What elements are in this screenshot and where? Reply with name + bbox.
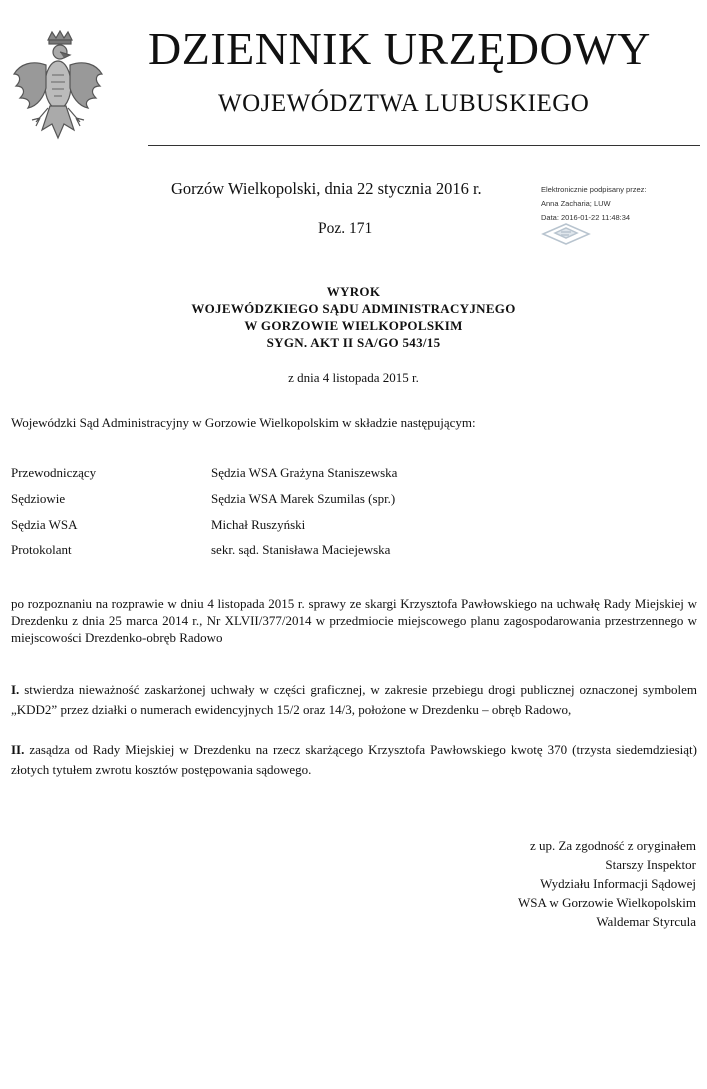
composition-role: Sędzia WSA	[11, 517, 78, 532]
certification-line: Wydziału Informacji Sądowej	[540, 876, 696, 891]
composition-role: Protokolant	[11, 542, 72, 557]
certification-block	[518, 836, 696, 931]
case-description: po rozpoznaniu na rozprawie w dniu 4 listopada 2015 r. sprawy ze skargi Krzysztofa Pawłowskiego na uchwałę Rady Miejskiej w Drezdenku z dnia 25 marca 2014 r., Nr XLVII/377/2014 w przedmiocie miejscowego planu zagospodarowania przestrzennego w miejscowości Drezdenko-obręb Radowo	[11, 596, 697, 645]
composition-name: Michał Ruszyński	[211, 517, 306, 532]
journal-title: DZIENNIK URZĘDOWY	[148, 23, 651, 74]
verdict-date: z dnia 4 listopada 2015 r.	[288, 370, 419, 385]
composition-name: sekr. sąd. Stanisława Maciejewska	[211, 542, 391, 557]
verdict-heading-line: WOJEWÓDZKIEGO SĄDU ADMINISTRACYJNEGO	[191, 301, 516, 316]
journal-subtitle: WOJEWÓDZTWA LUBUSKIEGO	[218, 90, 590, 117]
verdict-heading	[0, 283, 707, 351]
verdict-heading-line: W GORZOWIE WIELKOPOLSKIM	[244, 318, 463, 333]
electronic-signature	[541, 183, 701, 225]
ruling-item-number: I.	[11, 682, 20, 697]
ruling-item-text: stwierdza nieważność zaskarżonej uchwały w części graficznej, w zakresie przebiegu drogi publicznej oznaczonej symbolem „KDD2” przez działki o numerach ewidencyjnych 15/2 oraz 14/3, położone w Drezdenku – obręb Radowo,	[11, 682, 698, 717]
ruling-item	[11, 680, 697, 720]
composition-role: Przewodniczący	[11, 465, 97, 480]
certification-line: Starszy Inspektor	[605, 857, 696, 872]
ruling-item-number: II.	[11, 742, 25, 757]
ruling-item	[11, 740, 697, 780]
eagle-emblem-icon	[12, 30, 104, 148]
esign-line: Data: 2016-01-22 11:48:34	[541, 213, 631, 222]
composition-role: Sędziowie	[11, 491, 66, 506]
composition-name: Sędzia WSA Grażyna Staniszewska	[211, 465, 398, 480]
certification-line: z up. Za zgodność z oryginałem	[529, 838, 696, 853]
certification-line: WSA w Gorzowie Wielkopolskim	[518, 895, 696, 910]
verdict-heading-line: WYROK	[326, 284, 381, 299]
esign-line: Elektronicznie podpisany przez:	[541, 185, 647, 194]
verdict-heading-line: SYGN. AKT II SA/GO 543/15	[266, 335, 441, 350]
certification-line: Waldemar Styrcula	[596, 914, 696, 929]
ruling-item-text: zasądza od Rady Miejskiej w Drezdenku na rzecz skarżącego Krzysztofa Pawłowskiego kwotę 370 (trzysta siedemdziesiąt) złotych tytułem zwrotu kosztów postępowania sądowego.	[11, 742, 697, 777]
esign-line: Anna Zacharia; LUW	[541, 199, 611, 208]
court-composition-intro: Wojewódzki Sąd Administracyjny w Gorzowie Wielkopolskim w składzie następującym:	[11, 415, 476, 430]
publication-position: Poz. 171	[318, 220, 373, 237]
composition-name: Sędzia WSA Marek Szumilas (spr.)	[211, 491, 396, 506]
header-divider	[148, 145, 700, 146]
signature-stamp-icon	[541, 222, 591, 246]
publication-place-date: Gorzów Wielkopolski, dnia 22 stycznia 2016 r.	[171, 179, 482, 198]
